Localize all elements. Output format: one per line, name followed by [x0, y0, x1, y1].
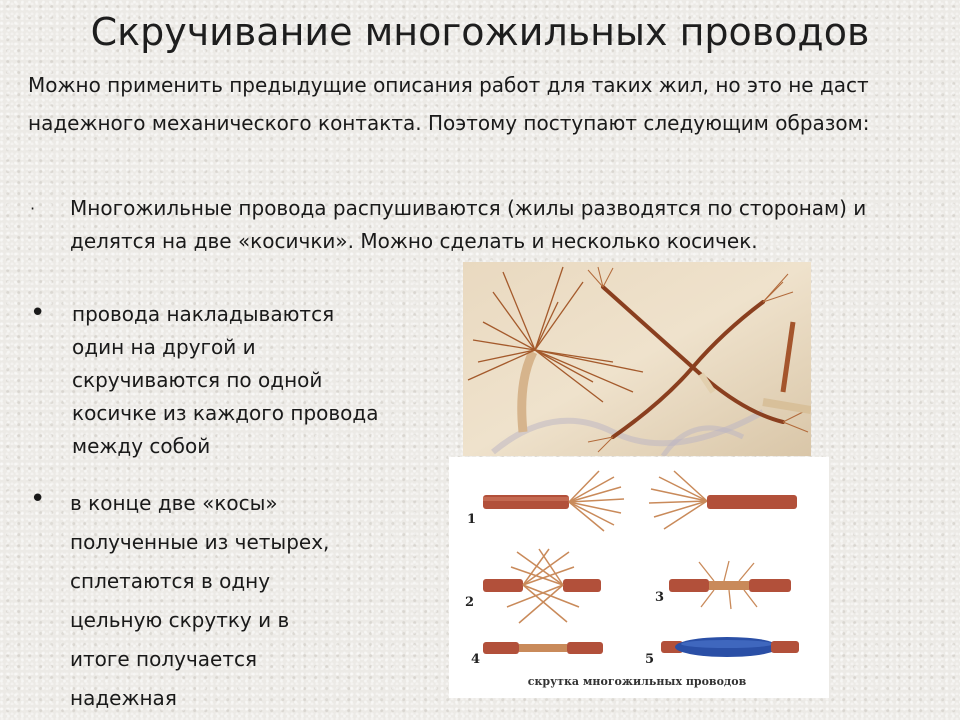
bullet-text: Многожильные провода распушиваются (жилы разводятся по сторонам) и делятся на две «косички». Можно сделать и несколько косичек. — [70, 196, 867, 253]
step-number: 5 — [645, 652, 655, 667]
diagram-caption: скрутка многожильных проводов — [527, 675, 747, 688]
bullet-marker: • — [30, 484, 46, 514]
bullet-item-1 — [30, 192, 900, 258]
wire-strands-photo — [463, 262, 811, 456]
intro-paragraph: Можно применить предыдущие описания работ для таких жил, но это не даст надежного механического контакта. Поэтому поступают следующим образом: — [28, 73, 870, 135]
bullet-item-3 — [30, 484, 340, 718]
step-number: 1 — [467, 512, 477, 527]
bullet-text: в конце две «косы» полученные из четырех, сплетаются в одну цельную скрутку и в итоге получается надежная — [70, 491, 330, 710]
step-number: 3 — [655, 590, 665, 605]
bullet-item-2 — [30, 298, 380, 463]
twisting-steps-diagram — [449, 457, 829, 698]
page-title: Скручивание многожильных проводов — [90, 10, 870, 54]
step-number: 4 — [471, 652, 481, 667]
bullet-marker: • — [30, 298, 46, 328]
step-number: 2 — [465, 595, 475, 610]
bullet-text: провода накладываются один на другой и скручиваются по одной косичке из каждого провода между собой — [72, 302, 379, 458]
bullet-marker: · — [30, 199, 36, 218]
